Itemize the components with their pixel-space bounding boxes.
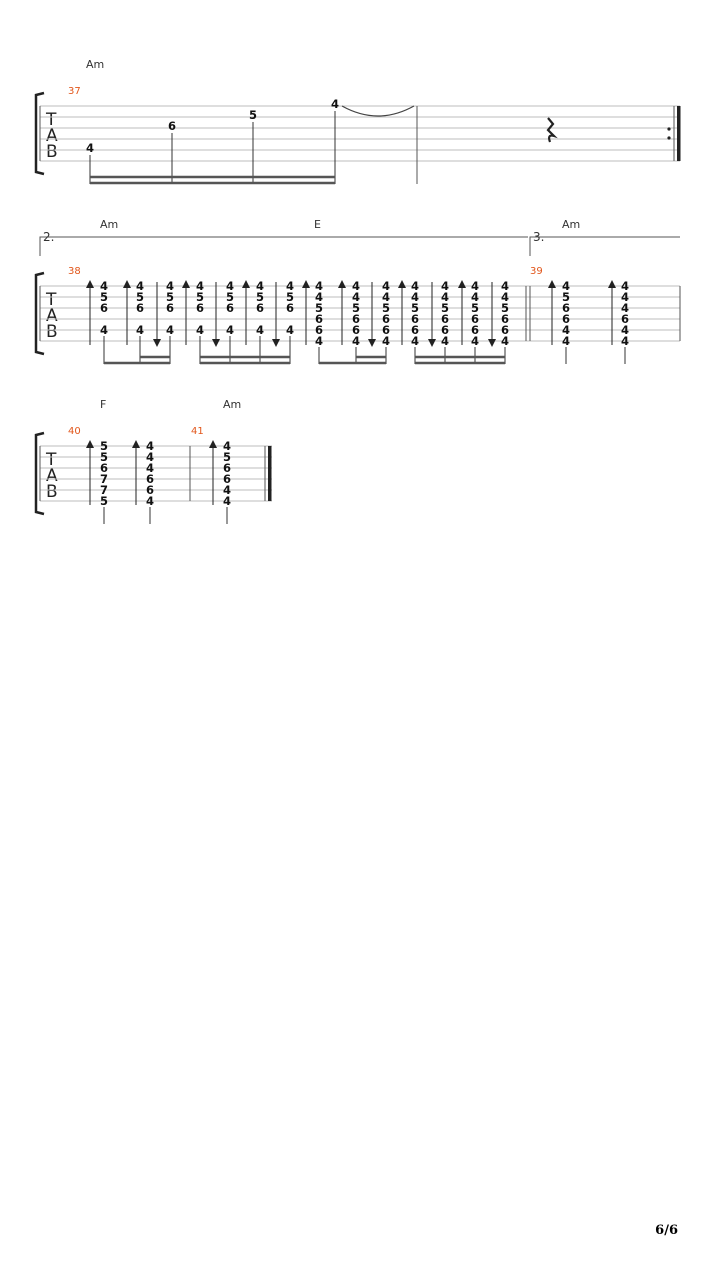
fret-number: 4 (410, 279, 420, 293)
fret-number: 4 (470, 279, 480, 293)
measure-number: 41 (191, 426, 204, 437)
fret-number: 4 (222, 439, 232, 453)
fret-number: 4 (330, 97, 340, 111)
fret-number: 4 (195, 279, 205, 293)
tab-clef-b: B (46, 142, 58, 162)
fret-number: 5 (500, 301, 510, 315)
strum-up-arrow-icon (302, 280, 310, 288)
fret-number: 4 (620, 279, 630, 293)
chord-name: Am (86, 58, 105, 71)
fret-number: 5 (285, 290, 295, 304)
strum-down-arrow-icon (488, 339, 496, 347)
fret-number: 6 (314, 323, 324, 337)
measure-number: 39 (530, 266, 543, 277)
fret-number: 6 (351, 323, 361, 337)
fret-number: 6 (222, 461, 232, 475)
thick-barline (677, 106, 681, 161)
strum-up-arrow-icon (548, 280, 556, 288)
repeat-dot (667, 127, 670, 130)
fret-number: 4 (381, 334, 391, 348)
fret-number: 5 (195, 290, 205, 304)
fret-number: 6 (99, 301, 109, 315)
strum-up-arrow-icon (86, 280, 94, 288)
fret-number: 7 (99, 483, 109, 497)
fret-number: 4 (500, 290, 510, 304)
tab-clef-b: B (46, 482, 58, 502)
fret-number: 4 (222, 494, 232, 508)
fret-number: 7 (99, 472, 109, 486)
strum-up-arrow-icon (123, 280, 131, 288)
fret-number: 6 (285, 301, 295, 315)
fret-number: 4 (410, 334, 420, 348)
ending-label: 3. (533, 230, 545, 244)
measure-number: 40 (68, 426, 81, 437)
chord-name: Am (562, 218, 581, 231)
ending-bracket (530, 237, 680, 256)
strum-up-arrow-icon (608, 280, 616, 288)
fret-number: 5 (165, 290, 175, 304)
fret-number: 6 (195, 301, 205, 315)
quarter-rest-icon (548, 118, 554, 142)
notes (86, 97, 414, 184)
strum-up-arrow-icon (458, 280, 466, 288)
fret-number: 6 (440, 323, 450, 337)
chord-name: E (314, 218, 321, 231)
tab-clef-t: T (46, 290, 57, 310)
fret-number: 4 (620, 334, 630, 348)
strum-down-arrow-icon (428, 339, 436, 347)
fret-number: 4 (145, 461, 155, 475)
fret-number: 6 (470, 312, 480, 326)
fret-number: 6 (99, 461, 109, 475)
ending-label: 2. (43, 230, 55, 244)
thick-barline (268, 446, 272, 501)
fret-number: 5 (470, 301, 480, 315)
fret-number: 4 (145, 439, 155, 453)
repeat-dot (667, 136, 670, 139)
fret-number: 4 (351, 334, 361, 348)
repeat-end (667, 106, 680, 161)
fret-number: 4 (135, 323, 145, 337)
fret-number: 4 (85, 141, 95, 155)
fret-number: 6 (500, 312, 510, 326)
fret-number: 6 (500, 323, 510, 337)
fret-number: 6 (381, 323, 391, 337)
fret-number: 6 (135, 301, 145, 315)
tab-clef-b: B (46, 322, 58, 342)
fret-number: 5 (351, 301, 361, 315)
fret-number: 4 (165, 279, 175, 293)
fret-number: 4 (620, 301, 630, 315)
strum-up-arrow-icon (209, 440, 217, 448)
fret-number: 6 (165, 301, 175, 315)
tab-clef (45, 450, 58, 502)
fret-number: 5 (314, 301, 324, 315)
system-2 (36, 218, 680, 364)
fret-number: 6 (351, 312, 361, 326)
fret-number: 5 (225, 290, 235, 304)
fret-number: 4 (500, 334, 510, 348)
fret-number: 5 (99, 494, 109, 508)
fret-number: 5 (255, 290, 265, 304)
tab-clef (45, 290, 58, 342)
fret-number: 4 (145, 494, 155, 508)
strum-down-arrow-icon (153, 339, 161, 347)
fret-number: 4 (165, 323, 175, 337)
fret-number: 4 (561, 334, 571, 348)
fret-number: 6 (620, 312, 630, 326)
strum-up-arrow-icon (242, 280, 250, 288)
staff-lines (40, 106, 680, 161)
fret-number: 4 (255, 323, 265, 337)
fret-number: 4 (99, 323, 109, 337)
fret-number: 6 (225, 301, 235, 315)
fret-number: 4 (470, 290, 480, 304)
fret-number: 4 (145, 450, 155, 464)
fret-number: 4 (225, 323, 235, 337)
tab-clef-a: A (46, 306, 58, 326)
fret-number: 6 (222, 472, 232, 486)
fret-number: 4 (222, 483, 232, 497)
fret-number: 6 (167, 119, 177, 133)
fret-number: 4 (440, 334, 450, 348)
measure-number: 38 (68, 266, 81, 277)
strum-up-arrow-icon (338, 280, 346, 288)
fret-number: 6 (255, 301, 265, 315)
tie-arc (342, 106, 414, 116)
tab-clef-a: A (46, 466, 58, 486)
fret-number: 4 (381, 290, 391, 304)
fret-number: 5 (561, 290, 571, 304)
tab-clef-t: T (46, 110, 57, 130)
fret-number: 5 (440, 301, 450, 315)
fret-number: 4 (195, 323, 205, 337)
fret-number: 4 (314, 290, 324, 304)
fret-number: 4 (500, 279, 510, 293)
fret-number: 6 (145, 472, 155, 486)
fret-number: 4 (440, 290, 450, 304)
strum-notes (86, 279, 629, 364)
fret-number: 4 (255, 279, 265, 293)
strum-down-arrow-icon (212, 339, 220, 347)
fret-number: 6 (314, 312, 324, 326)
measure-number: 37 (68, 86, 81, 97)
fret-number: 4 (440, 279, 450, 293)
fret-number: 5 (381, 301, 391, 315)
fret-number: 6 (145, 483, 155, 497)
tab-clef-t: T (46, 450, 57, 470)
fret-number: 6 (440, 312, 450, 326)
fret-number: 4 (381, 279, 391, 293)
strum-up-arrow-icon (182, 280, 190, 288)
fret-number: 4 (99, 279, 109, 293)
fret-number: 5 (248, 108, 258, 122)
fret-number: 4 (620, 323, 630, 337)
strum-notes (86, 439, 231, 524)
fret-number: 4 (470, 334, 480, 348)
strum-down-arrow-icon (368, 339, 376, 347)
fret-number: 4 (314, 334, 324, 348)
chord-name: F (100, 398, 107, 411)
ending-bracket (40, 237, 528, 256)
strum-up-arrow-icon (398, 280, 406, 288)
fret-number: 4 (561, 323, 571, 337)
fret-number: 6 (410, 323, 420, 337)
fret-number: 6 (470, 323, 480, 337)
chord-name: Am (223, 398, 242, 411)
fret-number: 4 (561, 279, 571, 293)
tab-clef (45, 110, 58, 162)
system-1 (36, 58, 681, 184)
fret-number: 6 (561, 301, 571, 315)
fret-number: 4 (285, 323, 295, 337)
fret-number: 5 (135, 290, 145, 304)
fret-number: 4 (314, 279, 324, 293)
fret-number: 4 (225, 279, 235, 293)
fret-number: 5 (222, 450, 232, 464)
chord-name: Am (100, 218, 119, 231)
page-number: 6/6 (655, 1223, 678, 1238)
fret-number: 4 (351, 290, 361, 304)
fret-number: 5 (99, 290, 109, 304)
fret-number: 6 (410, 312, 420, 326)
fret-number: 6 (561, 312, 571, 326)
fret-number: 5 (410, 301, 420, 315)
fret-number: 5 (99, 450, 109, 464)
fret-number: 5 (99, 439, 109, 453)
fret-number: 4 (135, 279, 145, 293)
strum-down-arrow-icon (272, 339, 280, 347)
fret-number: 4 (410, 290, 420, 304)
fret-number: 4 (351, 279, 361, 293)
strum-up-arrow-icon (132, 440, 140, 448)
system-3 (36, 398, 272, 524)
fret-number: 4 (620, 290, 630, 304)
tab-clef-a: A (46, 126, 58, 146)
fret-number: 6 (381, 312, 391, 326)
strum-up-arrow-icon (86, 440, 94, 448)
fret-number: 4 (285, 279, 295, 293)
staff-lines (40, 446, 272, 501)
